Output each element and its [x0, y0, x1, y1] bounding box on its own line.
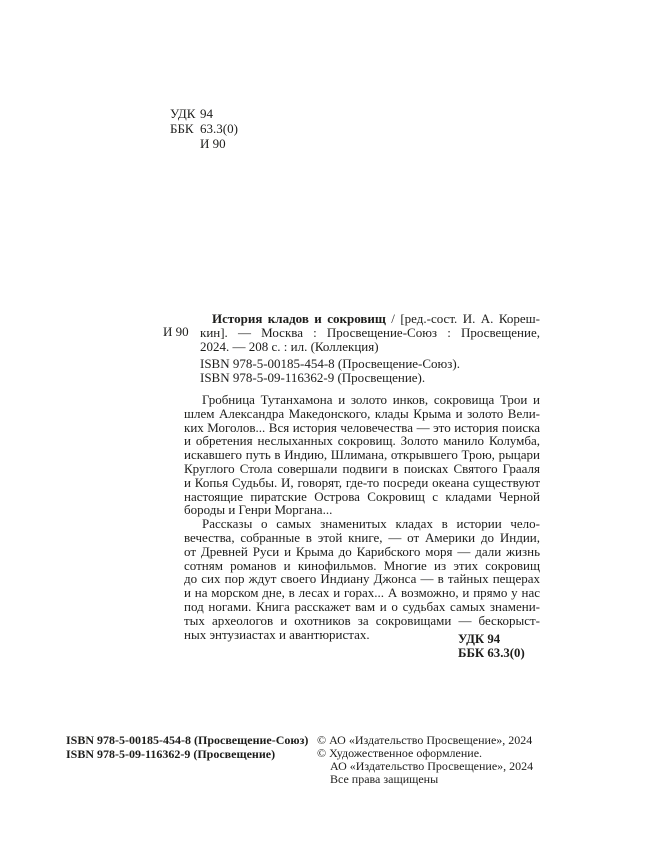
bottom-classification-block: [458, 632, 525, 660]
text-line: Круглого Стола совершали подвиги в поисках Святого Грааля: [184, 460, 540, 476]
bbk-value: 63.3(0): [200, 121, 238, 136]
text-line: ISBN 978-5-09-116362-9 (Просвещение): [66, 746, 276, 761]
author-sign: И 90: [200, 136, 226, 151]
biblio-isbn-block: [200, 357, 540, 385]
text-line: ISBN 978-5-09-116362-9 (Просвещение).: [200, 369, 426, 385]
footer-copyright-block: [317, 734, 533, 786]
udc-value: 94: [200, 106, 213, 121]
text-line: бороды и Генри Моргана...: [184, 502, 333, 518]
rights-reserved-line: Все права защищены: [330, 772, 439, 786]
bbk-label: ББК: [170, 121, 194, 136]
text-line: и Копья Судьбы. И, говорят, где-то посреди океана существуют: [184, 474, 540, 490]
biblio-title-line-rest: / [ред.-сост. И. А. Кореш-: [385, 311, 540, 326]
text-line: ISBN 978-5-00185-454-8 (Просвещение-Союз): [66, 733, 309, 747]
book-title: История кладов и сокровищ: [212, 311, 386, 326]
text-line: ких Моголов... Вся история человечества — это история поиска: [184, 419, 540, 435]
text-line: 2024. — 208 с. : ил. (Коллекция): [200, 338, 379, 354]
text-line: шлем Александра Македонского, клады Крыма и золото Вели-: [184, 405, 540, 421]
text-line: искавшего путь в Индию, Шлимана, открывшего Трою, рыцари: [184, 447, 540, 463]
bottom-udc: УДК 94: [458, 632, 501, 646]
text-line: Гробница Тутанхамона и золото инков, сокровища Трои и: [202, 392, 540, 407]
annotation-block: [184, 393, 540, 641]
biblio-author-sign: И 90: [163, 324, 189, 339]
bottom-bbk: ББК 63.3(0): [458, 646, 525, 660]
text-line: кин]. — Москва : Просвещение-Союз : Просвещение,: [200, 324, 540, 340]
bbk-row: [170, 121, 238, 136]
text-line: от Древней Руси и Крыма до Карибского моря — дали жизнь: [184, 543, 540, 559]
copyright-design-publisher-line: АО «Издательство Просвещение», 2024: [330, 759, 534, 773]
biblio-description: [200, 326, 540, 354]
biblio-title-line: [200, 312, 540, 326]
text-line: ных энтузиастах и авантюристах.: [184, 626, 370, 642]
text-line: до сих пор ждут своего Индиану Джонса — в тайных пещерах: [184, 571, 540, 587]
copyright-design-line: © Художественное оформление.: [317, 746, 483, 760]
text-line: ISBN 978-5-00185-454-8 (Просвещение-Союз).: [200, 355, 460, 371]
author-sign-row: [170, 136, 238, 151]
udc-row: [170, 106, 238, 121]
text-line: и обретения неслыханных сокровищ. Золото манило Колумба,: [184, 433, 540, 449]
text-line: под ногами. Книга расскажет вам и о судьбах самых знамени-: [184, 598, 540, 614]
text-line: тых археологов и охотников за сокровищами — бескорыст-: [184, 612, 540, 628]
udc-label: УДК: [170, 106, 196, 121]
text-line: вечества, собранные в этой книге, — от Америки до Индии,: [184, 529, 540, 545]
text-line: настоящие пиратские Острова Сокровищ с кладами Черной: [184, 488, 540, 504]
top-classification-block: [170, 106, 238, 151]
footer-isbn-block: [66, 734, 308, 761]
text-line: сотням романов и кинофильмов. Многие из этих сокровищ: [184, 557, 540, 573]
annotation-paragraph-2: [184, 517, 540, 641]
bibliographic-entry: [200, 312, 540, 384]
text-line: Рассказы о самых знаменитых кладах в истории чело-: [202, 516, 540, 532]
copyright-publisher-line: © АО «Издательство Просвещение», 2024: [317, 733, 533, 747]
annotation-paragraph-1: [184, 393, 540, 517]
text-line: и на морском дне, в лесах и горах... А возможно, и прямо у нас: [184, 585, 540, 601]
